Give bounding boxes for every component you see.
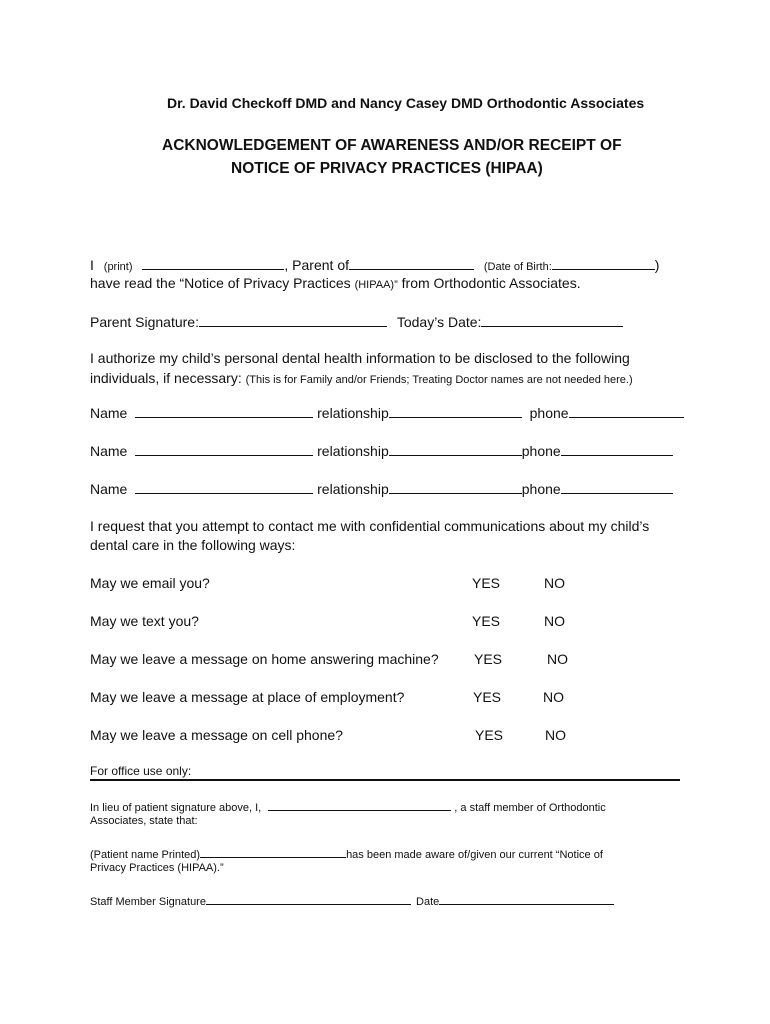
authorize-note: (This is for Family and/or Friends; Treating Doctor names are not needed here.) bbox=[245, 374, 633, 386]
contact-relationship-field[interactable] bbox=[389, 442, 522, 456]
intro-line-1 bbox=[90, 256, 659, 273]
todays-date-field[interactable] bbox=[481, 313, 623, 327]
phone-label: phone bbox=[521, 481, 561, 497]
contact-phone-field[interactable] bbox=[561, 442, 673, 456]
phone-label: phone bbox=[529, 405, 569, 421]
contact-name-field[interactable] bbox=[135, 480, 313, 494]
cell-phone-yes-option[interactable]: YES bbox=[475, 727, 504, 743]
relationship-label: relationship bbox=[317, 481, 389, 497]
contact-name-field[interactable] bbox=[135, 442, 313, 456]
parent-signature-field[interactable] bbox=[199, 313, 387, 327]
patient-name-label: (Patient name Printed) bbox=[90, 849, 201, 861]
staff-signature-field[interactable] bbox=[206, 893, 411, 905]
child-name-field[interactable] bbox=[349, 256, 474, 270]
relationship-label: relationship bbox=[317, 405, 389, 421]
intro-i: I bbox=[90, 257, 94, 273]
intro-hipaa: (HIPAA)” bbox=[354, 279, 398, 291]
lieu-line-1 bbox=[90, 799, 606, 814]
todays-date-label: Today’s Date: bbox=[396, 314, 482, 330]
office-divider bbox=[90, 779, 680, 781]
request-line-2: dental care in the following ways: bbox=[90, 537, 296, 553]
name-label: Name bbox=[90, 481, 128, 497]
email-yes-option[interactable]: YES bbox=[472, 575, 501, 591]
lieu-text: In lieu of patient signature above, I, bbox=[90, 802, 262, 814]
email-no-option[interactable]: NO bbox=[544, 575, 565, 591]
staff-signature-label: Staff Member Signature bbox=[90, 896, 206, 908]
contact-name-field[interactable] bbox=[135, 404, 313, 418]
office-use-label: For office use only: bbox=[90, 764, 192, 778]
lieu-staff-text: , a staff member of Orthodontic bbox=[454, 802, 606, 814]
phone-label: phone bbox=[521, 443, 561, 459]
authorize-line-1: I authorize my child’s personal dental health information to be disclosed to the following bbox=[90, 350, 630, 366]
contact-row bbox=[90, 404, 684, 421]
staff-date-label: Date bbox=[416, 896, 440, 908]
print-name-field[interactable] bbox=[142, 256, 284, 270]
contact-phone-field[interactable] bbox=[561, 480, 673, 494]
dob-field[interactable] bbox=[552, 256, 655, 270]
employment-no-option[interactable]: NO bbox=[543, 689, 564, 705]
home-machine-yes-option[interactable]: YES bbox=[474, 651, 503, 667]
question-email: May we email you? bbox=[90, 575, 210, 591]
question-home-machine: May we leave a message on home answering machine? bbox=[90, 651, 439, 667]
staff-signature-row bbox=[90, 893, 614, 908]
dob-label: (Date of Birth: bbox=[483, 261, 552, 273]
parent-signature-label: Parent Signature: bbox=[90, 314, 199, 330]
request-line-1: I request that you attempt to contact me with confidential communications about my child’s bbox=[90, 518, 650, 534]
text-yes-option[interactable]: YES bbox=[472, 613, 501, 629]
intro-read-text: have read the “Notice of Privacy Practices bbox=[90, 275, 355, 291]
contact-row bbox=[90, 480, 673, 497]
patient-name-field[interactable] bbox=[200, 846, 346, 858]
contact-relationship-field[interactable] bbox=[389, 480, 522, 494]
contact-phone-field[interactable] bbox=[569, 404, 684, 418]
staff-date-field[interactable] bbox=[439, 893, 614, 905]
intro-line-2 bbox=[90, 275, 581, 291]
intro-from-text: from Orthodontic Associates. bbox=[397, 275, 581, 291]
authorize-line-2 bbox=[90, 370, 633, 386]
patient-aware-text: has been made aware of/given our current “Notice of bbox=[346, 849, 603, 861]
text-no-option[interactable]: NO bbox=[544, 613, 565, 629]
print-label: (print) bbox=[103, 261, 133, 273]
lieu-line-2: Associates, state that: bbox=[90, 815, 198, 827]
name-label: Name bbox=[90, 443, 128, 459]
form-title-line-1: ACKNOWLEDGEMENT OF AWARENESS AND/OR RECEIPT OF bbox=[162, 137, 622, 154]
question-cell-phone: May we leave a message on cell phone? bbox=[90, 727, 343, 743]
dob-close: ) bbox=[654, 257, 660, 273]
home-machine-no-option[interactable]: NO bbox=[547, 651, 568, 667]
staff-name-field[interactable] bbox=[268, 799, 451, 811]
authorize-individuals: individuals, if necessary: bbox=[90, 370, 246, 386]
question-text: May we text you? bbox=[90, 613, 199, 629]
patient-line-1 bbox=[90, 846, 603, 861]
patient-line-2: Privacy Practices (HIPAA).” bbox=[90, 862, 224, 874]
employment-yes-option[interactable]: YES bbox=[473, 689, 502, 705]
form-title-line-2: NOTICE OF PRIVACY PRACTICES (HIPAA) bbox=[231, 160, 543, 177]
practice-name: Dr. David Checkoff DMD and Nancy Casey DMD Orthodontic Associates bbox=[167, 95, 645, 111]
relationship-label: relationship bbox=[317, 443, 389, 459]
cell-phone-no-option[interactable]: NO bbox=[545, 727, 566, 743]
parent-of-label: , Parent of bbox=[284, 257, 349, 273]
contact-relationship-field[interactable] bbox=[389, 404, 522, 418]
question-employment: May we leave a message at place of employment? bbox=[90, 689, 405, 705]
contact-row bbox=[90, 442, 673, 459]
parent-signature-row bbox=[90, 313, 623, 330]
name-label: Name bbox=[90, 405, 128, 421]
